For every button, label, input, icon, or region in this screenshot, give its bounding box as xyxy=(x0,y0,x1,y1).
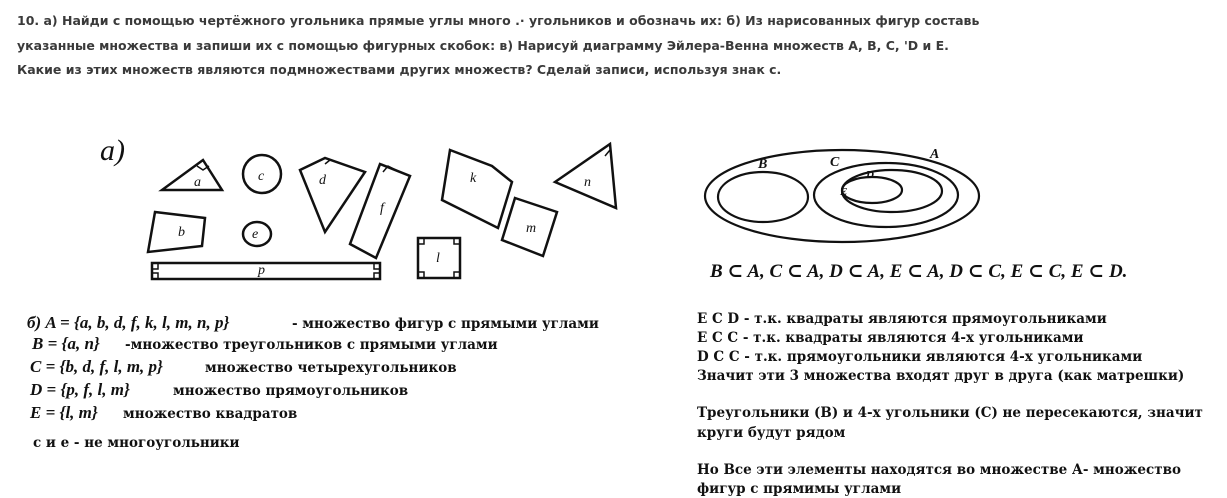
task-line-1: 10. а) Найди с помощью чертёжного угольника прямые углы много .· угольников и обозначь их: б) Из нарисованных фигур составь xyxy=(17,13,980,28)
explanation-line-8: фигур с прямимы углами xyxy=(697,481,902,497)
shape-label-n: n xyxy=(584,175,591,190)
set-c-definition: C = {b, d, f, l, m, p} xyxy=(30,357,163,376)
non-polygons-note: с и е - не многоугольники xyxy=(33,435,240,451)
set-d-definition: D = {p, f, l, m} xyxy=(30,380,130,399)
shape-d xyxy=(300,158,365,232)
task-line-2: указанные множества и запиши их с помощью фигурных скобок: в) Нарисуй диаграмму Эйлера-Венна множеств А, В, С, 'D и Е. xyxy=(17,38,949,53)
venn-label-d: D xyxy=(866,169,874,181)
shape-label-k: k xyxy=(470,171,477,186)
shape-label-f: f xyxy=(380,201,384,216)
shape-label-p: p xyxy=(258,263,265,278)
set-a-definition: б) A = {a, b, d, f, k, l, m, n, p} xyxy=(27,313,230,332)
shape-label-l: l xyxy=(436,251,440,266)
set-d-note: множество прямоугольников xyxy=(173,383,409,399)
figure-part-label: а) xyxy=(100,134,125,167)
shape-label-a: a xyxy=(194,175,201,190)
venn-set-d xyxy=(842,170,942,212)
shape-label-b: b xyxy=(178,225,185,240)
set-e-definition: E = {l, m} xyxy=(30,403,98,422)
set-a-note: - множество фигур с прямыми углами xyxy=(292,316,599,332)
venn-set-b xyxy=(718,172,808,222)
shape-label-c: c xyxy=(258,169,265,184)
venn-diagram xyxy=(700,140,990,250)
venn-set-c xyxy=(814,163,958,227)
shape-label-m: m xyxy=(526,221,537,236)
subset-relations: B ⊂ A, C ⊂ A, D ⊂ A, E ⊂ A, D ⊂ C, E ⊂ C, E ⊂ D. xyxy=(710,261,1128,282)
shape-p xyxy=(152,263,380,279)
task-line-3: Какие из этих множеств являются подмножествами других множеств? Сделай записи, используя знак с. xyxy=(17,62,782,77)
explanation-line-5: Треугольники (В) и 4-х угольники (С) не пересекаются, значит xyxy=(697,405,1203,421)
set-e-note: множество квадратов xyxy=(123,406,298,422)
shape-a xyxy=(162,160,222,190)
shape-k xyxy=(442,150,512,228)
explanation-line-6: круги будут рядом xyxy=(697,425,846,441)
venn-label-c: C xyxy=(830,155,840,170)
venn-label-b: B xyxy=(758,157,768,172)
explanation-line-1: E C D - т.к. квадраты являются прямоугольниками xyxy=(697,311,1107,327)
set-b-note: -множество треугольников с прямыми углами xyxy=(125,337,498,353)
venn-label-e: E xyxy=(840,186,848,198)
polygon-figure xyxy=(100,120,640,290)
shape-b xyxy=(148,212,205,252)
explanation-line-3: D C C - т.к. прямоугольники являются 4-х угольниками xyxy=(697,349,1143,365)
shape-label-e: e xyxy=(252,227,259,242)
explanation-line-7: Но Все эти элементы находятся во множестве А- множество xyxy=(697,462,1181,478)
venn-label-a: A xyxy=(930,147,940,162)
explanation-line-2: E C C - т.к. квадраты являются 4-х угольниками xyxy=(697,330,1084,346)
explanation-line-4: Значит эти 3 множества входят друг в друга (как матрешки) xyxy=(697,368,1185,384)
set-b-definition: B = {a, n} xyxy=(32,334,100,353)
set-c-note: множество четырехугольников xyxy=(205,360,457,376)
shape-label-d: d xyxy=(319,173,326,188)
